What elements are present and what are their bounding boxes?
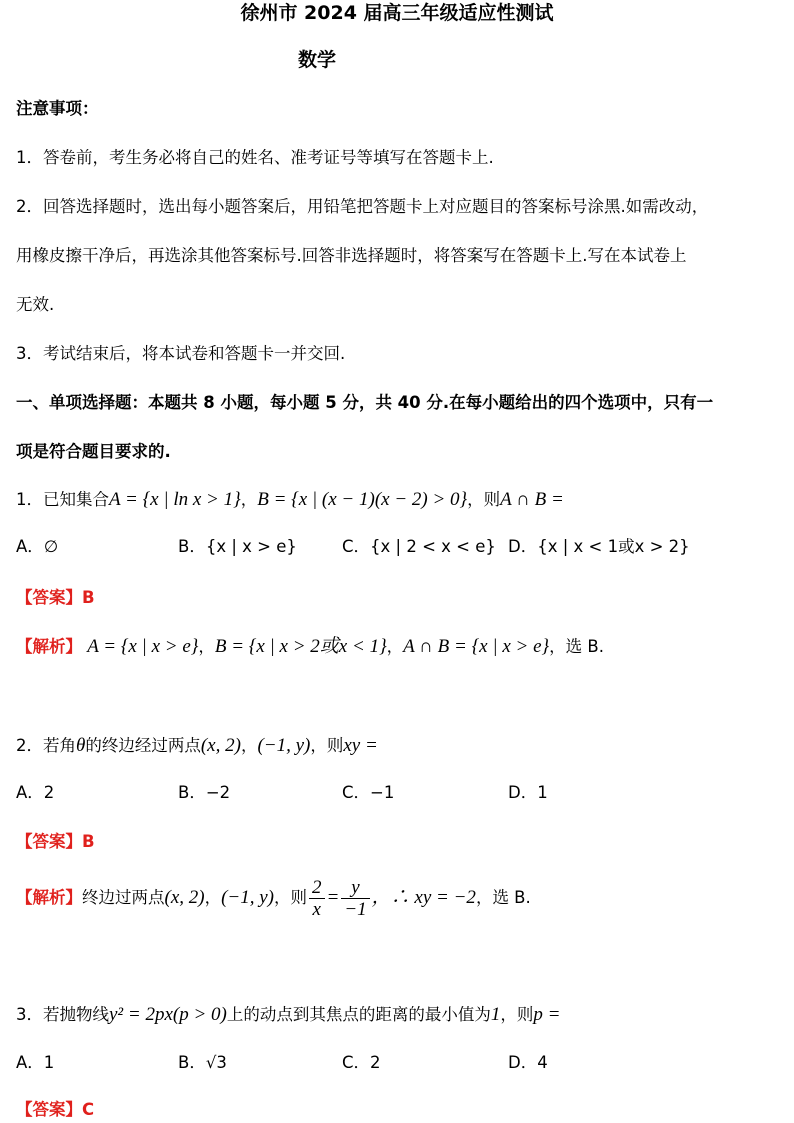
question-1-answer-value: B: [82, 588, 95, 607]
question-1-option-b: B．{x | x > e}: [178, 537, 297, 556]
subject-title: 数学: [298, 49, 337, 71]
question-2-point-1: (x, 2): [200, 735, 241, 756]
question-3-option-a: A．1: [16, 1053, 55, 1072]
question-3-option-b: B．√3: [178, 1053, 227, 1072]
question-1-option-a: A．∅: [16, 537, 59, 556]
question-1-option-c: C．{x | 2 < x < e}: [342, 537, 496, 556]
question-2-analysis-then: ，则: [274, 888, 308, 907]
question-1-analysis-sep-2: ，: [386, 637, 404, 656]
question-3-answer: [16, 1102, 94, 1119]
fraction-2-denominator: −1: [344, 899, 367, 920]
question-1-expr: A ∩ B =: [500, 489, 564, 510]
question-2-expr: xy =: [343, 735, 378, 756]
question-3-option-d: D．4: [508, 1053, 548, 1072]
question-2-answer-label: 【答案】: [16, 832, 82, 851]
question-2-stem: [16, 736, 378, 755]
notice-item-1: 1．答卷前，考生务必将自己的姓名、准考证号等填写在答题卡上.: [16, 148, 494, 167]
question-2-option-c: C．−1: [342, 783, 395, 802]
question-3-ask: ，则: [500, 1005, 534, 1024]
question-2-option-d: D．1: [508, 783, 548, 802]
question-3-answer-value: C: [82, 1100, 95, 1119]
question-1-analysis-sep-1: ，: [198, 637, 215, 656]
question-3-expr: p =: [533, 1004, 561, 1025]
fraction-1-denominator: x: [312, 899, 321, 920]
question-3-prefix: 3．若抛物线: [16, 1005, 109, 1024]
question-3-value: 1: [490, 1004, 501, 1025]
question-1-prefix: 1．已知集合: [16, 490, 109, 509]
question-2-sep: ，: [240, 736, 258, 755]
fraction-2-numerator: y: [341, 878, 369, 899]
question-2-analysis-point-2: (−1, y): [221, 887, 275, 908]
question-2-analysis-result: ，∴ xy = −2: [371, 887, 476, 908]
notice-item-3: 3．考试结束后，将本试卷和答题卡一并交回.: [16, 344, 346, 363]
question-2-option-a: A．2: [16, 783, 55, 802]
question-1-answer: [16, 590, 95, 607]
question-2-fraction-2: [341, 878, 369, 919]
question-3-mid: 上的动点到其焦点的距离的最小值为: [226, 1005, 491, 1024]
question-2-analysis-text: 终边过两点: [82, 888, 165, 907]
question-2-point-2: (−1, y): [257, 735, 311, 756]
question-1-sep: ，: [240, 490, 258, 509]
question-2-answer-value: B: [82, 832, 95, 851]
question-1-analysis-end: ，选 B.: [549, 637, 604, 656]
question-3-option-c: C．2: [342, 1053, 381, 1072]
question-2-theta: θ: [76, 735, 86, 756]
question-2-mid: 的终边经过两点: [85, 736, 201, 755]
question-2-analysis-sep: ，: [204, 888, 222, 907]
question-2-analysis-label: 【解析】: [16, 888, 82, 907]
question-1-analysis-b: B = {x | x > 2或x < 1}: [214, 636, 387, 657]
question-2-answer: [16, 834, 95, 851]
question-2-ask: ，则: [310, 736, 344, 755]
question-2-analysis-point-1: (x, 2): [164, 887, 205, 908]
notice-item-2-line-3: 无效.: [16, 295, 55, 314]
question-1-answer-label: 【答案】: [16, 588, 82, 607]
question-1-option-d: D．{x | x < 1或x > 2}: [508, 537, 690, 556]
question-2-analysis: [16, 878, 531, 919]
question-1-stem: [16, 490, 564, 509]
fraction-1-numerator: 2: [309, 878, 325, 899]
notice-item-2-line-2: 用橡皮擦干净后，再选涂其他答案标号.回答非选择题时，将答案写在答题卡上.写在本试卷上: [16, 246, 687, 265]
question-1-set-a: A = {x | ln x > 1}: [109, 489, 241, 510]
question-1-analysis-a: A = {x | x > e}: [87, 636, 199, 657]
notice-item-2-line-1: 2．回答选择题时，选出每小题答案后，用铅笔把答题卡上对应题目的答案标号涂黑.如需改动，: [16, 197, 709, 216]
question-1-analysis-label: 【解析】: [16, 637, 82, 656]
question-2-option-b: B．−2: [178, 783, 231, 802]
question-3-curve: y² = 2px(p > 0): [109, 1004, 227, 1025]
question-1-set-b: B = {x | (x − 1)(x − 2) > 0}: [257, 489, 468, 510]
question-2-analysis-end: ，选 B.: [475, 888, 531, 907]
question-1-analysis: [16, 637, 604, 656]
question-3-answer-label: 【答案】: [16, 1100, 82, 1119]
question-1-ask: ，则: [467, 490, 501, 509]
question-3-stem: [16, 1005, 560, 1024]
exam-title: 徐州市 2024 届高三年级适应性测试: [240, 2, 554, 24]
question-2-fraction-1: [309, 878, 325, 919]
section-heading-line-1: 一、单项选择题：本题共 8 小题，每小题 5 分，共 40 分.在每小题给出的四个选项中，只有一: [16, 393, 714, 412]
question-2-equals: =: [326, 887, 340, 908]
question-2-prefix: 2．若角: [16, 736, 76, 755]
section-heading-line-2: 项是符合题目要求的.: [16, 442, 171, 461]
notice-heading: 注意事项：: [16, 99, 99, 118]
question-1-analysis-c: A ∩ B = {x | x > e}: [403, 636, 550, 657]
